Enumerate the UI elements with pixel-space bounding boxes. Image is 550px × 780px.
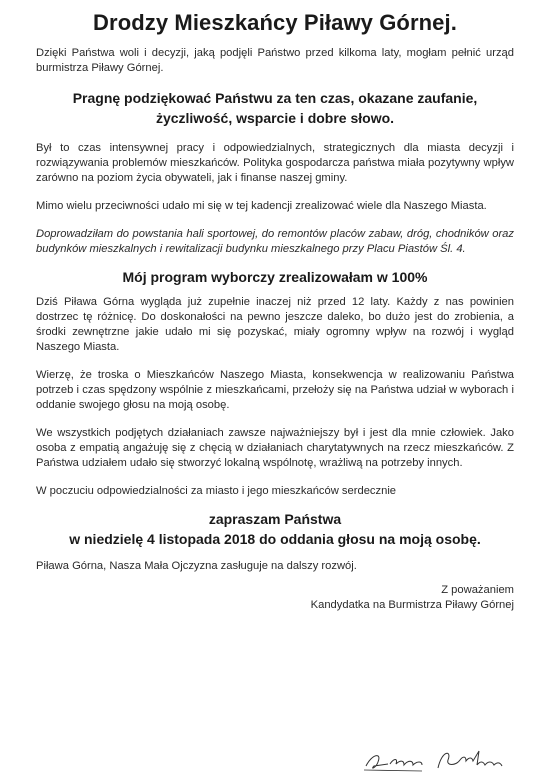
- paragraph-closing: Piława Górna, Nasza Mała Ojczyzna zasługuje na dalszy rozwój.: [36, 560, 357, 572]
- candidate-title: Kandydatka na Burmistrza Piławy Górnej: [310, 599, 514, 611]
- letter-title: Drodzy Mieszkańcy Piławy Górnej.: [93, 10, 457, 35]
- program-heading: Mój program wyborczy zrealizowałam w 100%: [122, 269, 428, 285]
- paragraph-today: Dziś Piława Górna wygląda już zupełnie inaczej niż przed 12 laty. Każdy z nas powinien dostrzec tę różnicę. Do doskonałości na pewno jeszcze daleko, bo dużo jest do zrobienia, a środki zewnętrzne jakie udało mi się pozyskać, miały ogromny wpływ na rozwój i wygląd Naszego Miasta.: [36, 296, 514, 353]
- invitation-heading: [36, 509, 514, 549]
- paragraph-work: Był to czas intensywnej pracy i odpowiedzialnych, strategicznych dla miasta decyzji i rozwiązywania problemów mieszkańców. Polityka gospodarcza państwa miała pozytywny wpływ zarówno na poziom życia obywateli, jak i finanse naszej gminy.: [36, 142, 514, 184]
- paragraph-people: We wszystkich podjętych działaniach zawsze najważniejszy był i jest dla mnie człowiek. Jako osoba z empatią angażuję się z chęcią w działaniach charytatywnych na rzecz mieszkańców. Z Państwa udziałem udało się stworzyć lokalną wspólnotę, wrażliwą na potrzeby innych.: [36, 427, 514, 469]
- invitation-line-1: zapraszam Państwa: [208, 511, 342, 527]
- closing-block: [36, 583, 514, 613]
- thanks-heading: [36, 88, 514, 128]
- paragraph-achievements: Mimo wielu przeciwności udało mi się w tej kadencji zrealizować wiele dla Naszego Miasta.: [36, 200, 487, 212]
- thanks-line-2: życzliwość, wsparcie i dobre słowo.: [155, 110, 395, 126]
- intro-paragraph: Dzięki Państwa woli i decyzji, jaką podjęli Państwo przed kilkoma laty, mogłam pełnić urząd burmistrza Piławy Górnej.: [36, 47, 514, 74]
- regards-text: Z poważaniem: [441, 584, 514, 596]
- paragraph-responsibility: W poczuciu odpowiedzialności za miasto i jego mieszkańców serdecznie: [36, 485, 397, 497]
- handwritten-signature: [362, 744, 522, 774]
- invitation-line-2: w niedzielę 4 listopada 2018 do oddania głosu na moją osobę.: [69, 531, 481, 547]
- paragraph-investments: Doprowadziłam do powstania hali sportowej, do remontów placów zabaw, dróg, chodników oraz budynków mieszkalnych i rewitalizacji budynku mieszkalnego przy Placu Piastów Śl. 4.: [36, 228, 514, 255]
- thanks-line-1: Pragnę podziękować Państwu za ten czas, okazane zaufanie,: [72, 90, 478, 106]
- paragraph-belief: Wierzę, że troska o Mieszkańców Naszego Miasta, konsekwencja w realizowaniu Państwa potrzeb i czas spędzony wspólnie z mieszkańcami, przełoży się na Państwa udział w wyborach i oddanie swojego głosu na moją osobę.: [36, 369, 514, 411]
